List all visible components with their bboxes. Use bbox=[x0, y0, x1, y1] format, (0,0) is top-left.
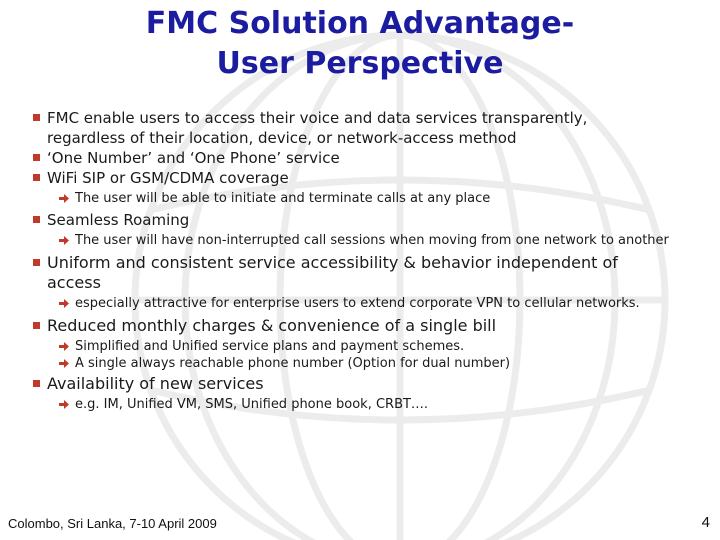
arrow-bullet-icon bbox=[59, 342, 69, 351]
sub-bullet-text: A single always reachable phone number (Option for dual number) bbox=[75, 356, 511, 371]
square-bullet-icon bbox=[33, 259, 40, 266]
footer-location: Colombo, Sri Lanka, 7-10 April 2009 bbox=[8, 516, 217, 531]
sub-list-item bbox=[75, 396, 675, 413]
bullet-text: Reduced monthly charges & convenience of a single bill bbox=[47, 316, 497, 335]
bullet-text: Seamless Roaming bbox=[47, 211, 190, 229]
square-bullet-icon bbox=[33, 114, 40, 121]
list-item bbox=[47, 108, 657, 148]
list-item bbox=[47, 253, 657, 293]
square-bullet-icon bbox=[33, 154, 40, 161]
square-bullet-icon bbox=[33, 174, 40, 181]
arrow-bullet-icon bbox=[59, 299, 69, 308]
bullet-text: WiFi SIP or GSM/CDMA coverage bbox=[47, 169, 289, 187]
bullet-text: Availability of new services bbox=[47, 374, 264, 393]
sub-bullet-text: especially attractive for enterprise users to extend corporate VPN to cellular networks. bbox=[75, 296, 640, 311]
sub-bullet-text: Simplified and Unified service plans and payment schemes. bbox=[75, 339, 465, 354]
arrow-bullet-icon bbox=[59, 194, 69, 203]
sub-bullet-text: e.g. IM, Unified VM, SMS, Unified phone book, CRBT…. bbox=[75, 397, 429, 412]
title-line-1: FMC Solution Advantage- bbox=[145, 6, 575, 41]
sub-list-item bbox=[75, 295, 675, 312]
bullet-text: ‘One Number’ and ‘One Phone’ service bbox=[47, 149, 340, 167]
list-item bbox=[47, 374, 657, 394]
square-bullet-icon bbox=[33, 380, 40, 387]
bullet-text: FMC enable users to access their voice and data services transparently, regardless of their location, device, or network-access method bbox=[47, 109, 588, 147]
page-number: 4 bbox=[701, 514, 710, 531]
sub-list-item bbox=[75, 190, 675, 207]
title-line-2: User Perspective bbox=[216, 46, 504, 81]
bullet-list bbox=[0, 108, 720, 413]
arrow-bullet-icon bbox=[59, 400, 69, 409]
bullet-text: Uniform and consistent service accessibility & behavior independent of access bbox=[47, 253, 618, 292]
arrow-bullet-icon bbox=[59, 236, 69, 245]
list-item bbox=[47, 168, 657, 188]
list-item bbox=[47, 316, 657, 336]
arrow-bullet-icon bbox=[59, 359, 69, 368]
sub-list-item bbox=[75, 355, 675, 372]
sub-list-item bbox=[75, 338, 675, 355]
sub-bullet-text: The user will be able to initiate and terminate calls at any place bbox=[75, 191, 491, 206]
sub-bullet-text: The user will have non-interrupted call sessions when moving from one network to another bbox=[75, 233, 669, 248]
sub-list-item bbox=[75, 232, 675, 249]
slide-title bbox=[60, 4, 660, 84]
list-item bbox=[47, 210, 657, 230]
square-bullet-icon bbox=[33, 216, 40, 223]
square-bullet-icon bbox=[33, 322, 40, 329]
list-item bbox=[47, 148, 657, 168]
